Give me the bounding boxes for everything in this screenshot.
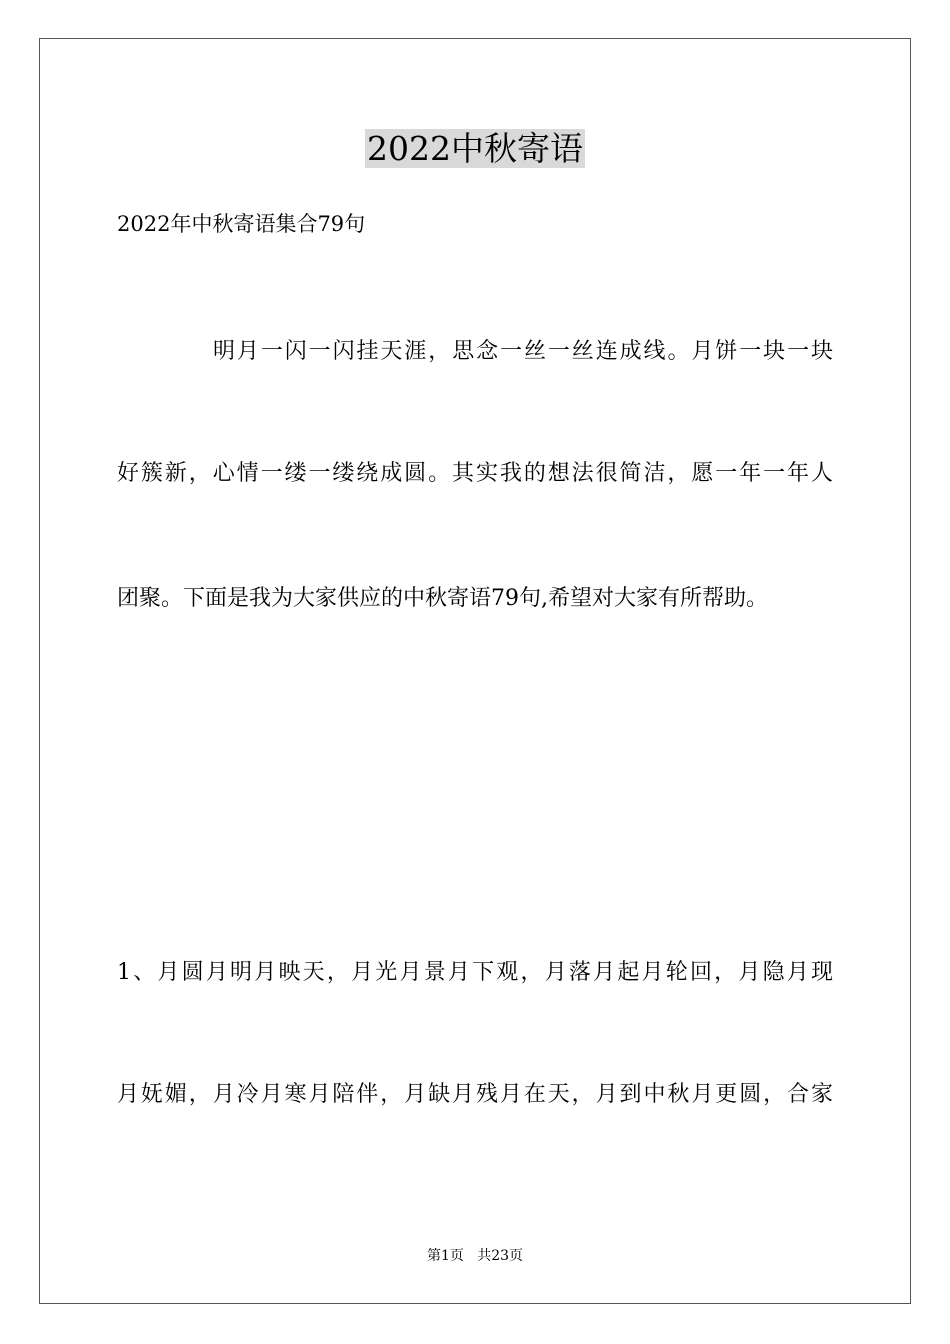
- paragraph-line: 好簇新，心情一缕一缕绕成圆。其实我的想法很简洁，愿一年一年人: [117, 461, 833, 486]
- page-footer: 第1页 共23页: [426, 1248, 524, 1264]
- paragraph-line: 月妩媚，月冷月寒月陪伴，月缺月残月在天，月到中秋月更圆，合家: [117, 1082, 833, 1107]
- document-title: [0, 124, 950, 174]
- title-text: 2022中秋寄语: [367, 129, 583, 168]
- document-subtitle: 2022年中秋寄语集合79句: [117, 212, 366, 236]
- paragraph-line: 1、月圆月明月映天，月光月景月下观，月落月起月轮回，月隐月现: [117, 960, 833, 985]
- paragraph-line: 明月一闪一闪挂天涯，思念一丝一丝连成线。月饼一块一块: [213, 339, 833, 364]
- paragraph-line: 团聚。下面是我为大家供应的中秋寄语79句,希望对大家有所帮助。: [117, 586, 768, 611]
